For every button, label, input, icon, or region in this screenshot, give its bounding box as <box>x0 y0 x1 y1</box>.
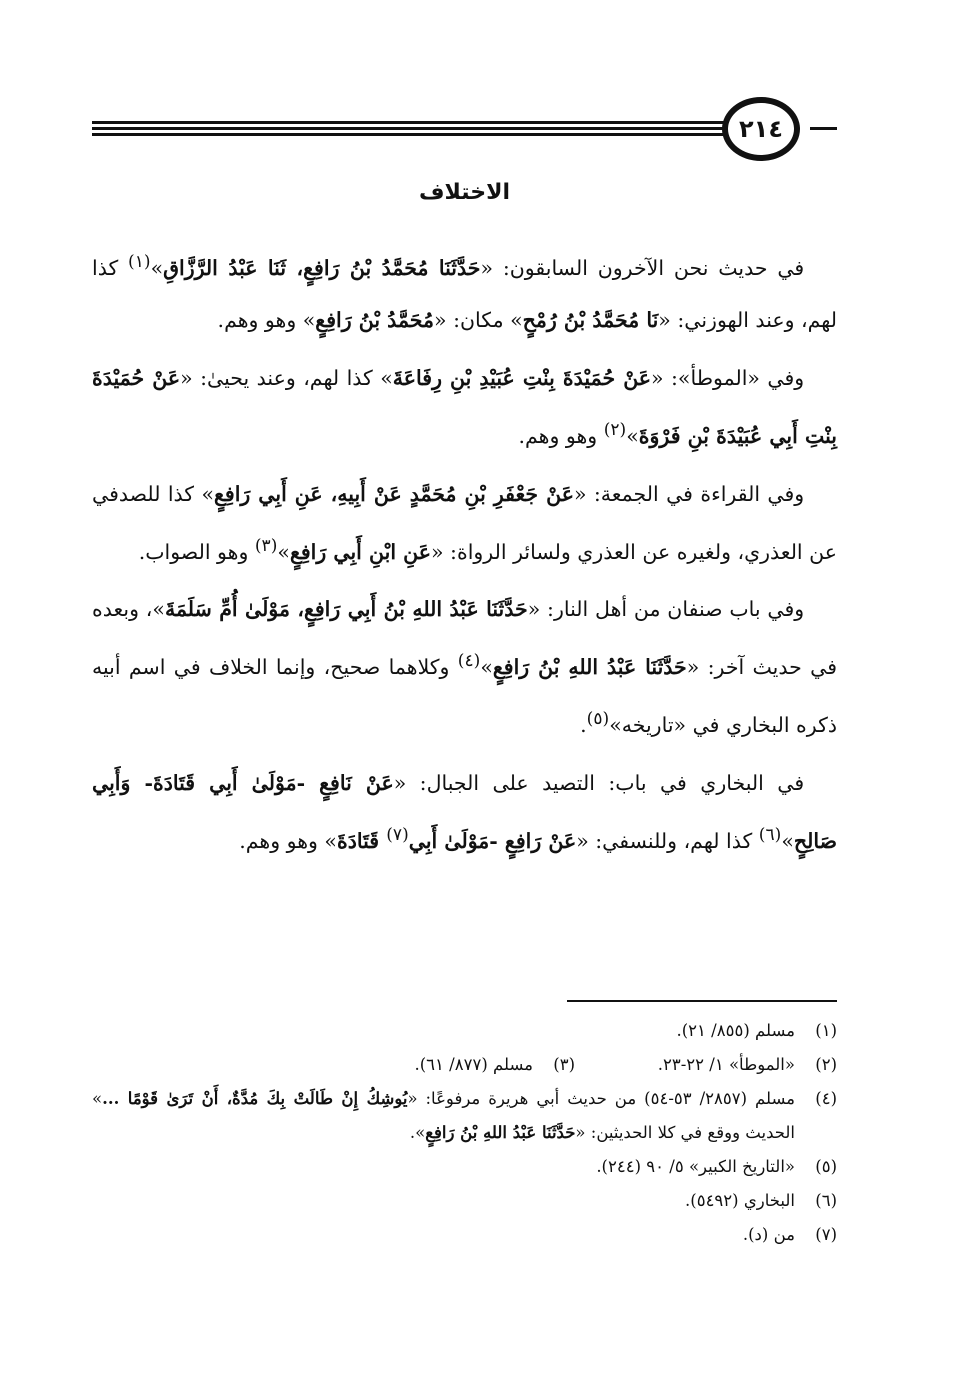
footnote <box>92 1014 837 1048</box>
header-rule <box>92 133 732 136</box>
footnote-number: (٣) <box>553 1055 575 1074</box>
paragraph: في البخاري في باب: التصيد على الجبال: «عَنْ نَافِعٍ -مَوْلَىٰ أَبِي قَتَادَةَ- وَأَبِي صَالِحٍ»$^{(٦)}$ كذا لهم، وللنسفي: «عَنْ رَافِعٍ -مَوْلَىٰ أَبِي$^{(٧)}$ قَتَادَةَ» وهو وهم. <box>92 771 837 853</box>
paragraph: في حديث نحن الآخرون السابقون: «حَدَّثَنَا مُحَمَّدُ بْنُ رَافِعٍ، ثَنَا عَبْدُ الرَّزَّاقِ»$^{(١)}$ كذا لهم، وعند الهوزني: «نَا مُحَمَّدُ بْنُ رُمْحٍ» مكان: «مُحَمَّدُ بْنُ رَافِعٍ» وهو وهم. <box>92 252 837 332</box>
footnote-text: «التاريخ الكبير» ٥/ ٩٠ (٢٤٤). <box>596 1157 795 1176</box>
footnote-ref: (١) <box>128 252 151 272</box>
footnote-ref: (٦) <box>758 825 782 846</box>
footnote-number: (٢) <box>815 1055 837 1074</box>
footnote-ref: (٥) <box>586 709 610 730</box>
page-number: ٢١٤ <box>722 97 800 161</box>
footnote-separator <box>567 1000 837 1002</box>
footnote-pair <box>92 1048 837 1082</box>
footnote-ref: (٤) <box>457 651 481 672</box>
footnote-ref: (٧) <box>386 825 409 846</box>
footnote-text: البخاري (٥٤٩٢). <box>685 1191 795 1210</box>
paragraph: وفي «الموطأ»: «عَنْ حُمَيْدَةَ بِنْتِ عُبَيْدِ بْنِ رِفَاعَةَ» كذا لهم، وعند يحيىٰ: «عَنْ حُمَيْدَةَ بِنْتِ أَبِي عُبَيْدَةَ بْنِ فَرْوَةَ»$^{(٢)}$ وهو وهم. <box>92 365 837 448</box>
footnote-number: (٤) <box>815 1089 837 1108</box>
page-header <box>92 94 837 164</box>
footnotes <box>92 1014 837 1252</box>
footnote-text: مسلم (٢٨٥٧/ ٥٣-٥٤) من حديث أبي هريرة مرفوعًا: «يُوشِكُ إِنْ طَالَتْ بِكَ مُدَّةٌ، أَنْ تَرَىٰ قَوْمًا ...» الحديث ووقع في كلا الحديثين: «حَدَّثَنَا عَبْدُ اللهِ بْنُ رَافِعٍ». <box>92 1089 795 1142</box>
footnote <box>92 1150 837 1184</box>
paragraph: وفي القراءة في الجمعة: «عَنْ جَعْفَرِ بْنِ مُحَمَّدٍ عَنْ أَبِيهِ، عَنِ أَبِي رَافِعٍ» كذا للصدفي عن العذري، ولغيره عن العذري ولسائر الرواة: «عَنِ ابْنِ أَبِي رَافِعٍ»$^{(٣)}$ وهو الصواب. <box>92 481 837 564</box>
footnote <box>92 1082 837 1150</box>
footnote-ref: (٣) <box>254 535 278 556</box>
paragraph: وفي باب صنفان من أهل النار: «حَدَّثَنَا عَبْدُ اللهِ بْنُ أَبِي رَافِعٍ، مَوْلَىٰ أُمِّ سَلَمَةَ»، وبعده في حديث آخر: «حَدَّثَنَا عَبْدُ اللهِ بْنُ رَافِعٍ»$^{(٤)}$ وكلاهما صحيح، وإنما الخلاف في اسم أبيه ذكره البخاري في «تاريخه»$^{(٥)}$. <box>92 597 837 738</box>
footnote <box>92 1218 837 1252</box>
footnote-number: (٥) <box>815 1157 837 1176</box>
footnote-number: (١) <box>815 1021 837 1040</box>
footnote-text: مسلم (٨٧٧/ ٦١). <box>414 1055 533 1074</box>
footnote-text: مسلم (٨٥٥/ ٢١). <box>676 1021 795 1040</box>
header-rule <box>92 121 732 124</box>
footnote-number: (٧) <box>815 1225 837 1244</box>
footnote-number: (٦) <box>815 1191 837 1210</box>
footnote <box>92 1184 837 1218</box>
section-title: الاختلاف <box>418 180 511 205</box>
footnote-text: «الموطأ» ١/ ٢٢-٢٣. <box>657 1055 795 1074</box>
header-rule <box>92 127 732 130</box>
footnote-text: من (د). <box>742 1225 795 1244</box>
main-text <box>92 236 837 873</box>
footnote-ref: (٢) <box>603 419 627 440</box>
header-rule-tail <box>810 127 837 130</box>
